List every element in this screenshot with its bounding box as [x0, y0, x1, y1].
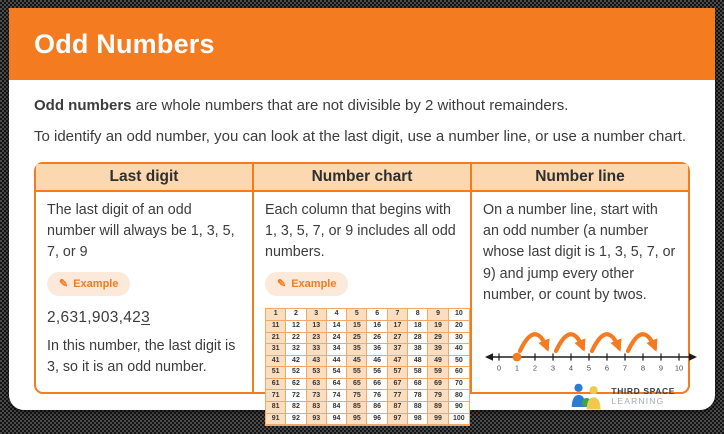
number-chart-cell: 33: [307, 344, 327, 356]
number-chart-cell: 1: [266, 309, 286, 321]
number-chart-cell: 11: [266, 321, 286, 333]
number-chart-cell: 55: [347, 367, 367, 379]
number-chart-cell: 23: [307, 333, 327, 345]
number-chart-cell: 39: [428, 344, 448, 356]
number-chart-cell: 87: [388, 402, 408, 414]
number-chart-cell: 47: [388, 356, 408, 368]
number-chart-cell: 45: [347, 356, 367, 368]
number-chart-cell: 93: [307, 414, 327, 426]
svg-text:1: 1: [515, 363, 519, 372]
column-number-chart: [252, 164, 470, 392]
number-chart-cell: 79: [428, 390, 448, 402]
svg-text:3: 3: [551, 363, 555, 372]
number-chart-cell: 54: [327, 367, 347, 379]
number-chart-cell: 19: [428, 321, 448, 333]
column-number-line-body: [472, 192, 688, 420]
number-chart-cell: 41: [266, 356, 286, 368]
number-line-text: On a number line, start with an odd number (a number whose last digit is 1, 3, 5, 7, or 9) and jump every other number, or count by twos.: [483, 200, 677, 307]
number-chart-cell: 94: [327, 414, 347, 426]
column-number-line-header: Number line: [472, 164, 688, 192]
number-chart-cell: 36: [367, 344, 387, 356]
number-chart-cell: 17: [388, 321, 408, 333]
svg-text:4: 4: [569, 363, 573, 372]
number-chart-cell: 14: [327, 321, 347, 333]
svg-text:10: 10: [675, 363, 683, 372]
number-chart-cell: 22: [286, 333, 306, 345]
number-chart-cell: 20: [449, 321, 469, 333]
number-chart-cell: 67: [388, 379, 408, 391]
number-chart-cell: 8: [408, 309, 428, 321]
number-chart-cell: 76: [367, 390, 387, 402]
number-chart-cell: 26: [367, 333, 387, 345]
intro-line-1-bold: Odd numbers: [34, 97, 132, 114]
column-last-digit: [36, 164, 252, 392]
number-chart-cell: 38: [408, 344, 428, 356]
number-chart-cell: 28: [408, 333, 428, 345]
number-chart-cell: 59: [428, 367, 448, 379]
example-number: [47, 306, 241, 329]
number-chart-cell: 18: [408, 321, 428, 333]
svg-text:9: 9: [659, 363, 663, 372]
number-line-figure: [483, 323, 677, 382]
number-chart-cell: 96: [367, 414, 387, 426]
example-badge-label: Example: [73, 276, 118, 293]
number-chart-cell: 86: [367, 402, 387, 414]
number-chart-cell: 80: [449, 390, 469, 402]
number-chart-cell: 34: [327, 344, 347, 356]
number-chart-cell: 78: [408, 390, 428, 402]
number-chart-cell: 31: [266, 344, 286, 356]
example-badge: [265, 272, 348, 297]
number-chart-cell: 77: [388, 390, 408, 402]
page-title: Odd Numbers: [34, 29, 215, 60]
number-chart-cell: 4: [327, 309, 347, 321]
number-chart-cell: 29: [428, 333, 448, 345]
number-chart-cell: 95: [347, 414, 367, 426]
number-chart-cell: 61: [266, 379, 286, 391]
intro-section: [9, 80, 715, 160]
brand-name-line1: THIRD SPACE: [611, 387, 675, 397]
pencil-icon: ✎: [59, 279, 68, 290]
number-chart-cell: 3: [307, 309, 327, 321]
number-chart-cell: 72: [286, 390, 306, 402]
number-chart-cell: 53: [307, 367, 327, 379]
number-chart-cell: 30: [449, 333, 469, 345]
number-chart-cell: 97: [388, 414, 408, 426]
svg-text:8: 8: [641, 363, 645, 372]
svg-text:0: 0: [497, 363, 501, 372]
example-number-last-digit: 3: [141, 309, 150, 326]
number-chart-cell: 49: [428, 356, 448, 368]
number-chart-cell: 37: [388, 344, 408, 356]
number-chart-cell: 48: [408, 356, 428, 368]
number-chart-cell: 74: [327, 390, 347, 402]
column-last-digit-header: Last digit: [36, 164, 252, 192]
number-chart-cell: 71: [266, 390, 286, 402]
number-chart-cell: 6: [367, 309, 387, 321]
number-chart-cell: 100: [449, 414, 469, 426]
number-chart-cell: 57: [388, 367, 408, 379]
number-chart-cell: 40: [449, 344, 469, 356]
pencil-icon: ✎: [277, 279, 286, 290]
number-chart-cell: 16: [367, 321, 387, 333]
number-chart-cell: 5: [347, 309, 367, 321]
last-digit-text: The last digit of an odd number will always be 1, 3, 5, 7, or 9: [47, 200, 241, 264]
number-chart-cell: 51: [266, 367, 286, 379]
number-chart-cell: 58: [408, 367, 428, 379]
number-chart-cell: 83: [307, 402, 327, 414]
number-chart-cell: 35: [347, 344, 367, 356]
number-chart-cell: 46: [367, 356, 387, 368]
number-chart-cell: 27: [388, 333, 408, 345]
odd-numbers-card: [9, 8, 715, 410]
last-digit-conclusion: In this number, the last digit is 3, so it is an odd number.: [47, 336, 241, 379]
number-chart-cell: 42: [286, 356, 306, 368]
intro-line-2: To identify an odd number, you can look at the last digit, use a number line, or use a number chart.: [34, 126, 690, 148]
number-chart-cell: 98: [408, 414, 428, 426]
number-chart-cell: 63: [307, 379, 327, 391]
comparison-table: [34, 162, 690, 394]
number-chart-cell: 12: [286, 321, 306, 333]
column-number-line: [470, 164, 688, 392]
number-chart-cell: 70: [449, 379, 469, 391]
example-badge: [47, 272, 130, 297]
svg-text:7: 7: [623, 363, 627, 372]
number-chart-cell: 9: [428, 309, 448, 321]
column-number-chart-body: [254, 192, 470, 434]
number-chart-cell: 60: [449, 367, 469, 379]
number-chart-cell: 66: [367, 379, 387, 391]
number-chart-cell: 52: [286, 367, 306, 379]
number-line-svg: [483, 323, 699, 375]
number-chart-cell: 7: [388, 309, 408, 321]
number-chart-cell: 13: [307, 321, 327, 333]
number-chart-cell: 15: [347, 321, 367, 333]
number-chart-cell: 81: [266, 402, 286, 414]
number-chart-cell: 91: [266, 414, 286, 426]
number-chart-cell: 56: [367, 367, 387, 379]
number-chart-cell: 24: [327, 333, 347, 345]
example-badge-label: Example: [291, 276, 336, 293]
number-chart-cell: 69: [428, 379, 448, 391]
number-chart-cell: 68: [408, 379, 428, 391]
number-chart-cell: 44: [327, 356, 347, 368]
number-chart-cell: 25: [347, 333, 367, 345]
card-header: [9, 8, 715, 80]
third-space-learning-logo-icon: [571, 382, 604, 411]
number-chart-cell: 73: [307, 390, 327, 402]
number-chart-cell: 75: [347, 390, 367, 402]
number-chart-cell: 84: [327, 402, 347, 414]
column-last-digit-body: [36, 192, 252, 393]
number-chart-cell: 65: [347, 379, 367, 391]
number-chart-cell: 10: [449, 309, 469, 321]
number-chart-cell: 90: [449, 402, 469, 414]
intro-line-1-rest: are whole numbers that are not divisible by 2 without remainders.: [132, 97, 569, 114]
number-chart-cell: 85: [347, 402, 367, 414]
column-number-chart-header: Number chart: [254, 164, 470, 192]
number-chart-cell: 92: [286, 414, 306, 426]
number-chart-cell: 21: [266, 333, 286, 345]
example-number-prefix: 2,631,903,42: [47, 309, 141, 326]
number-chart-cell: 2: [286, 309, 306, 321]
number-chart-cell: 43: [307, 356, 327, 368]
brand-logo-text: [611, 387, 675, 407]
brand-name-line2: LEARNING: [611, 397, 675, 407]
number-chart-cell: 62: [286, 379, 306, 391]
svg-text:5: 5: [587, 363, 591, 372]
number-chart-grid: [265, 308, 470, 426]
number-chart-text: Each column that begins with 1, 3, 5, 7, or 9 includes all odd numbers.: [265, 200, 459, 264]
number-chart-cell: 50: [449, 356, 469, 368]
svg-text:6: 6: [605, 363, 609, 372]
number-chart-cell: 88: [408, 402, 428, 414]
number-chart-cell: 99: [428, 414, 448, 426]
number-chart-cell: 89: [428, 402, 448, 414]
number-chart-cell: 82: [286, 402, 306, 414]
number-chart-cell: 32: [286, 344, 306, 356]
number-chart-cell: 64: [327, 379, 347, 391]
brand-logo: [483, 382, 677, 411]
svg-text:2: 2: [533, 363, 537, 372]
intro-line-1: [34, 95, 690, 117]
